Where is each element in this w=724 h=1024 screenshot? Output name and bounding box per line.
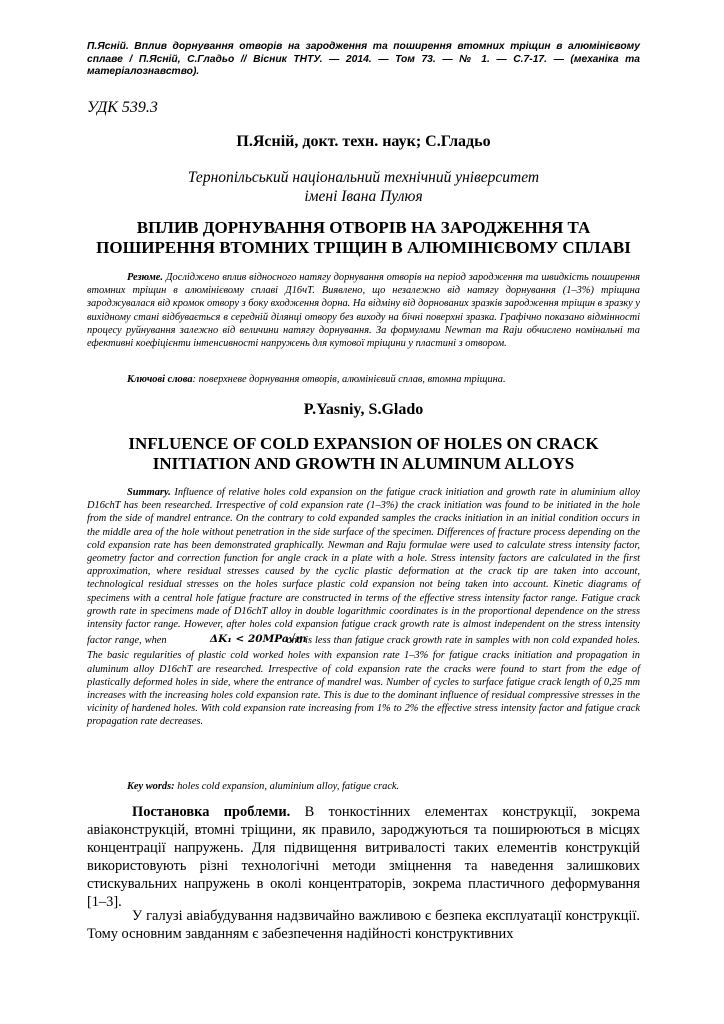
- udk-code: УДК 539.3: [87, 99, 158, 116]
- title-en-line-2: INITIATION AND GROWTH IN ALUMINUM ALLOYS: [152, 454, 575, 473]
- delta-k-formula: [170, 631, 307, 649]
- keywords-en-label: Key words:: [127, 781, 175, 792]
- keywords-en: [127, 780, 640, 793]
- keywords-ua-text: : поверхневе дорнування отворів, алюмінієвий сплав, втомна тріщина.: [192, 374, 506, 385]
- keywords-en-text: holes cold expansion, aluminium alloy, fatigue crack.: [174, 781, 400, 792]
- section-heading: Постановка проблеми.: [132, 804, 291, 820]
- affiliation: [87, 168, 640, 206]
- abstract-ua-label: Резюме.: [127, 272, 164, 283]
- affiliation-line-1: Тернопільський національний технічний університет: [187, 169, 540, 186]
- paragraph-problem-statement: [87, 803, 640, 911]
- authors-ua: П.Ясній, докт. техн. наук; С.Гладьо: [236, 133, 491, 150]
- formula-text: ΔK₁ < 20MPa√m: [209, 633, 307, 646]
- formula-svg: [209, 631, 307, 646]
- abstract-en-text-after: and is less than fatigue crack growth rate in samples with non cold expanded holes. The basic regularities of plastic cold worked holes with expansion rate 1–3% for fatigue cracks initiation and propagation in aluminum alloy D16chT are researched. Irrespective of cold expansion rate the cracks were found to start from the edge of plastically deformed holes in side, where the entrance of mandrel was. Number of cycles to surface fatigue crack length of 0,25 mm increases with the increasing holes cold expansion rate. This is due to the dominant influence of residual compressive stresses in the vicinity of hardened holes. With cold expansion rate increasing from 1% to 2% the effective stress intensity factor and fatigue crack propagation rate decreases.: [87, 635, 640, 728]
- abstract-en-text-before: Influence of relative holes cold expansion on the fatigue crack initiation and growth rate in aluminium alloy D16chT has been researched. Irrespective of cold expansion rate (1–3%) the crack initiation was found to be initiated in the hole from the side of mandrel entrance. On the contrary to cold expanded samples the cracks initiation in an initial condition occurs in the middle area of the hole without penetration in the side surface of the specimen. Differences of fracture process depending on the cold expansion rate has been demonstrated graphically. Newman and Raju formulae were used to calculate stress intensity factor, geometry factor and correction function for angle crack in a plate with a hole. Stress intensity factors are calculated in the first approximation, where residual stresses caused by the cyclic plastic deformation at the crack tip are taken into account, technological residual stresses on the holes surface plastic cold expansion not being taken into account. Kinetic diagrams of specimens with a central hole fatigue fracture are constructed in terms of the effective stress intensity factor range. Fatigue crack growth rate in specimens made of D16chT alloy in double logarithmic coordinates is in the proportional dependence on the stress intensity factor range. However, after holes cold expansion fatigue crack growth rate is almost independent on the stress intensity factor range, when: [87, 487, 640, 647]
- title-ua-line-1: ВПЛИВ ДОРНУВАННЯ ОТВОРІВ НА ЗАРОДЖЕННЯ ТА: [136, 218, 591, 237]
- paragraph-1-text: В тонкостінних елементах конструкції, зокрема авіаконструкцій, втомні тріщини, як правило, зароджуються та поширюються в місцях концентрації напружень. Для підвищення витривалості таких елементів конструкцій використовують різні технологічні методи зміцнення та наведення залишкових стискувальних напружень в околі концентраторів, зокрема пластичного деформування [1–3].: [87, 804, 640, 910]
- authors-en: P.Yasniy, S.Glado: [303, 401, 424, 418]
- abstract-ua-text: Досліджено вплив відносного натягу дорнування отворів на період зародження та швидкість поширення втомних тріщин в алюмінієвому сплаві Д16чТ. Виявлено, що незалежно від натягу дорнування (1–3%) тріщина зароджувалася від кромок отвору з боку входження дорна. На відміну від дорнованих зразків зародження тріщин в зразку у вихідному стані відбувається в середній ділянці отвору без виходу на бічні поверхні зразка. Графічно показано відмінності процесу руйнування залежно від величини натягу дорнування. За формулами Newman та Raju обчислено номінальні та ефективні коефіцієнти інтенсивності напружень для кутової тріщини у пластині з отвором.: [87, 272, 640, 350]
- keywords-ua-label: Ключові слова: [127, 374, 193, 385]
- citation: П.Ясній. Вплив дорнування отворів на зародження та поширення втомних тріщин в алюмінієвому сплаве / П.Ясній, С.Гладьо // Вісник ТНТУ. — 2014. — Том 73. — № 1. — С.7-17. — (механіка та матеріалознавство).: [87, 41, 640, 77]
- abstract-en-label: Summary.: [127, 487, 171, 498]
- abstract-ua: [87, 271, 640, 350]
- title-en-line-1: INFLUENCE OF COLD EXPANSION OF HOLES ON CRACK: [128, 434, 599, 453]
- paragraph-2: У галузі авіабудування надзвичайно важливою є безпека експлуатації конструкції. Тому основним завданням є забезпечення надійності конструктивних: [87, 908, 640, 942]
- title-ua: [87, 218, 640, 258]
- title-en: [87, 434, 640, 474]
- affiliation-line-2: імені Івана Пулюя: [304, 188, 423, 205]
- keywords-ua: [127, 373, 640, 386]
- abstract-en: [87, 486, 640, 729]
- title-ua-line-2: ПОШИРЕННЯ ВТОМНИХ ТРІЩИН В АЛЮМІНІЄВОМУ СПЛАВІ: [96, 238, 631, 257]
